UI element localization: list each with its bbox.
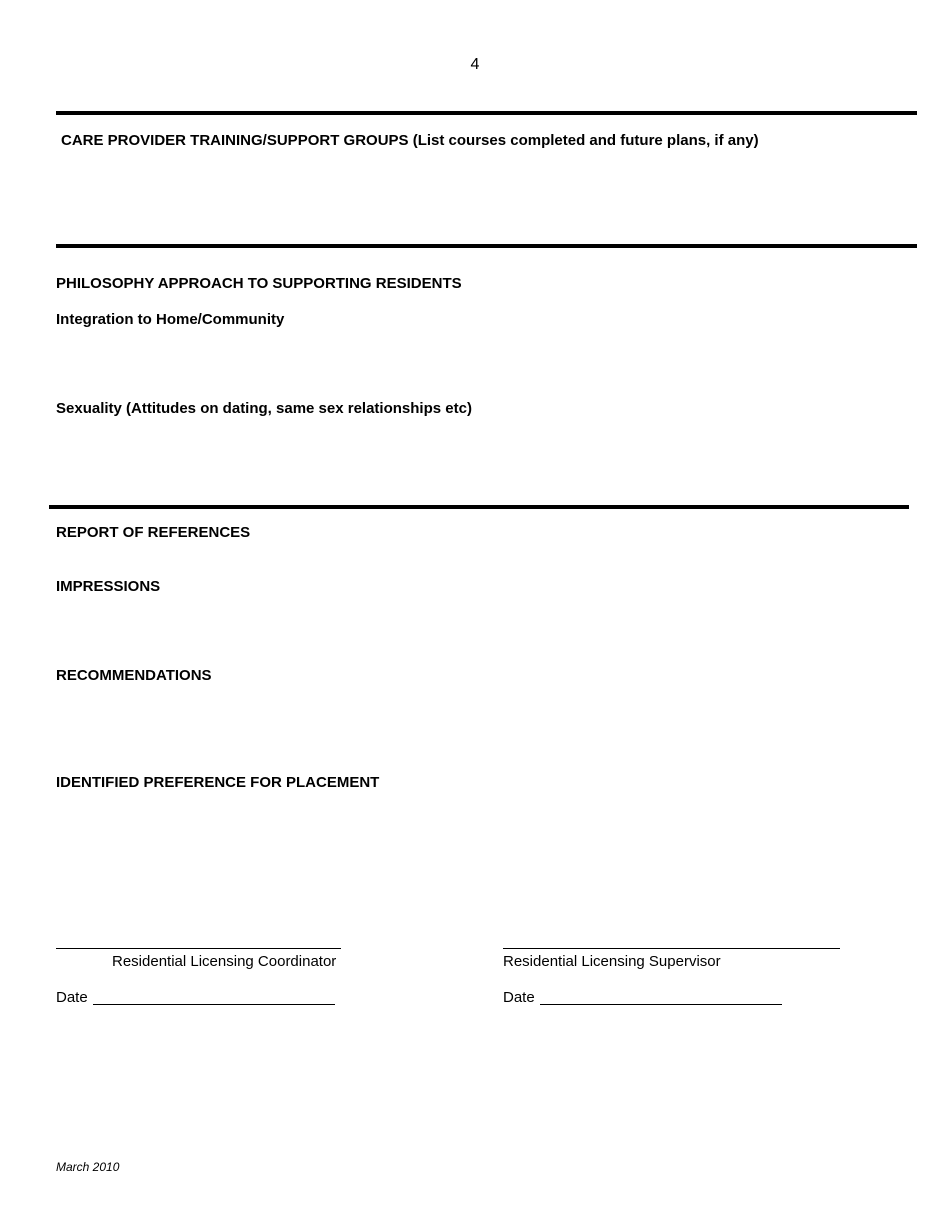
section-divider (56, 244, 917, 248)
supervisor-signature-line[interactable] (503, 948, 840, 949)
supervisor-date-label: Date (503, 989, 535, 1006)
placement-heading: IDENTIFIED PREFERENCE FOR PLACEMENT (56, 774, 380, 791)
supervisor-title: Residential Licensing Supervisor (503, 953, 721, 970)
references-heading: REPORT OF REFERENCES (56, 524, 251, 541)
coordinator-date-label: Date (56, 989, 88, 1006)
impressions-heading: IMPRESSIONS (56, 578, 161, 595)
training-heading: CARE PROVIDER TRAINING/SUPPORT GROUPS (List courses completed and future plans, if any) (61, 132, 759, 149)
section-divider (56, 111, 917, 115)
page-number: 4 (470, 56, 480, 73)
footer-date: March 2010 (56, 1160, 120, 1174)
sexuality-subheading: Sexuality (Attitudes on dating, same sex relationships etc) (56, 400, 472, 417)
coordinator-title: Residential Licensing Coordinator (112, 953, 337, 970)
philosophy-heading: PHILOSOPHY APPROACH TO SUPPORTING RESIDENTS (56, 275, 462, 292)
coordinator-signature-line[interactable] (56, 948, 341, 949)
supervisor-date-line[interactable] (540, 1004, 782, 1005)
recommendations-heading: RECOMMENDATIONS (56, 667, 212, 684)
section-divider (49, 505, 909, 509)
coordinator-date-line[interactable] (93, 1004, 335, 1005)
integration-subheading: Integration to Home/Community (56, 311, 285, 328)
